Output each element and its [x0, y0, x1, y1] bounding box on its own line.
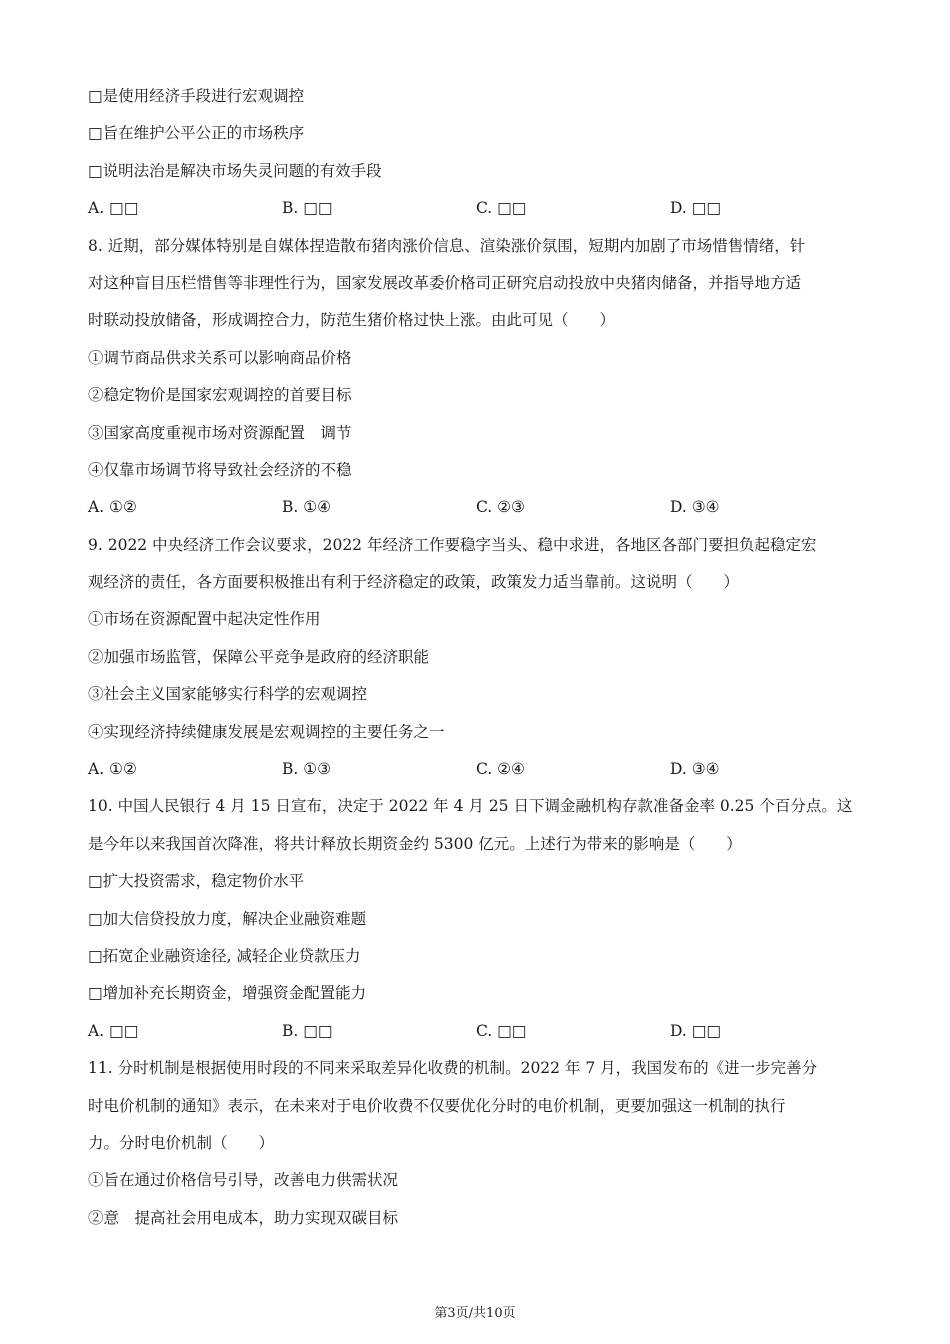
- page-content: [88, 78, 868, 1237]
- q11-item-1: ①旨在通过价格信号引导，改善电力供需状况: [88, 1171, 399, 1190]
- q8-options: [88, 489, 868, 526]
- q10-option-a[interactable]: A. □□: [88, 1021, 139, 1040]
- q10-option-c[interactable]: C. □□: [476, 1021, 527, 1040]
- q9-option-c[interactable]: C. ②④: [476, 760, 525, 779]
- page-number-footer: 第3页/共10页: [434, 1306, 516, 1321]
- q9-item-3: ③社会主义国家能够实行科学的宏观调控: [88, 685, 368, 704]
- q8-stem-line-3: 时联动投放储备，形成调控合力，防范生猪价格过快上涨。由此可见（ ）: [88, 311, 616, 330]
- q8-item-1: ①调节商品供求关系可以影响商品价格: [88, 348, 352, 367]
- q10-option-d[interactable]: D. □□: [670, 1021, 722, 1040]
- q9-stem-line-2: 观经济的责任，各方面要积极推出有利于经济稳定的政策，政策发力适当靠前。这说明（ ）: [88, 573, 740, 592]
- q8-item-4: ④仅靠市场调节将导致社会经济的不稳: [88, 460, 352, 479]
- question-8: [88, 228, 868, 527]
- q10-options: [88, 1013, 868, 1050]
- q8-option-d[interactable]: D. ③④: [670, 498, 720, 517]
- q10-item-4: □增加补充长期资金，增强资金配置能力: [88, 984, 367, 1003]
- q10-option-b[interactable]: B. □□: [282, 1021, 333, 1040]
- q7-option-d[interactable]: D. □□: [670, 199, 722, 218]
- q9-item-2: ②加强市场监管，保障公平竞争是政府的经济职能: [88, 647, 430, 666]
- q9-options: [88, 751, 868, 788]
- q8-item-3: ③国家高度重视市场对资源配置 调节: [88, 423, 352, 442]
- q8-stem-line-1: 8. 近期，部分媒体特别是自媒体捏造散布猪肉涨价信息、渲染涨价氛围，短期内加剧了市场惜售情绪，针: [88, 236, 806, 255]
- q8-stem-line-2: 对这种盲目压栏惜售等非理性行为，国家发展改革委价格司正研究启动投放中央猪肉储备，并指导地方适: [88, 273, 802, 292]
- q9-stem-line-1: 9. 2022 中央经济工作会议要求，2022 年经济工作要稳字当头、稳中求进，各地区各部门要担负起稳定宏: [88, 535, 817, 554]
- q10-stem-line-2: 是今年以来我国首次降准，将共计释放长期资金约 5300 亿元。上述行为带来的影响是（ ）: [88, 834, 742, 853]
- q8-option-a[interactable]: A. ①②: [88, 498, 137, 517]
- q7-option-b[interactable]: B. □□: [282, 199, 333, 218]
- question-11: [88, 1050, 868, 1237]
- q8-option-b[interactable]: B. ①④: [282, 498, 332, 517]
- q9-option-a[interactable]: A. ①②: [88, 760, 137, 779]
- q9-option-d[interactable]: D. ③④: [670, 760, 720, 779]
- question-9: [88, 527, 868, 789]
- q9-item-4: ④实现经济持续健康发展是宏观调控的主要任务之一: [88, 722, 445, 741]
- q7-item-2: □旨在维护公平公正的市场秩序: [88, 124, 305, 143]
- q11-stem-line-3: 力。分时电价机制（ ）: [88, 1133, 275, 1152]
- q11-item-2: ②意 提高社会用电成本，助力实现双碳目标: [88, 1208, 399, 1227]
- q8-option-c[interactable]: C. ②③: [476, 498, 525, 517]
- q7-option-a[interactable]: A. □□: [88, 199, 139, 218]
- q7-item-3: □说明法治是解决市场失灵问题的有效手段: [88, 161, 382, 180]
- q9-item-1: ①市场在资源配置中起决定性作用: [88, 610, 321, 629]
- q7-item-1: □是使用经济手段进行宏观调控: [88, 87, 305, 105]
- q10-item-1: □扩大投资需求，稳定物价水平: [88, 872, 305, 891]
- q10-item-3: □拓宽企业融资途径, 减轻企业贷款压力: [88, 946, 361, 965]
- q10-stem-line-1: 10. 中国人民银行 4 月 15 日宣布，决定于 2022 年 4 月 25 日下调金融机构存款准备金率 0.25 个百分点。这: [88, 797, 853, 816]
- q11-stem-line-2: 时电价机制的通知》表示，在未来对于电价收费不仅要优化分时的电价机制，更要加强这一机制的执行: [88, 1096, 786, 1115]
- q7-option-c[interactable]: C. □□: [476, 199, 527, 218]
- q7-continued: [88, 78, 868, 228]
- q9-option-b[interactable]: B. ①③: [282, 760, 332, 779]
- q11-stem-line-1: 11. 分时机制是根据使用时段的不同来采取差异化收费的机制。2022 年 7 月，我国发布的《进一步完善分: [88, 1059, 818, 1078]
- q7-options: [88, 190, 868, 227]
- q8-item-2: ②稳定物价是国家宏观调控的首要目标: [88, 386, 352, 405]
- q10-item-2: □加大信贷投放力度，解决企业融资难题: [88, 909, 367, 928]
- question-10: [88, 788, 868, 1050]
